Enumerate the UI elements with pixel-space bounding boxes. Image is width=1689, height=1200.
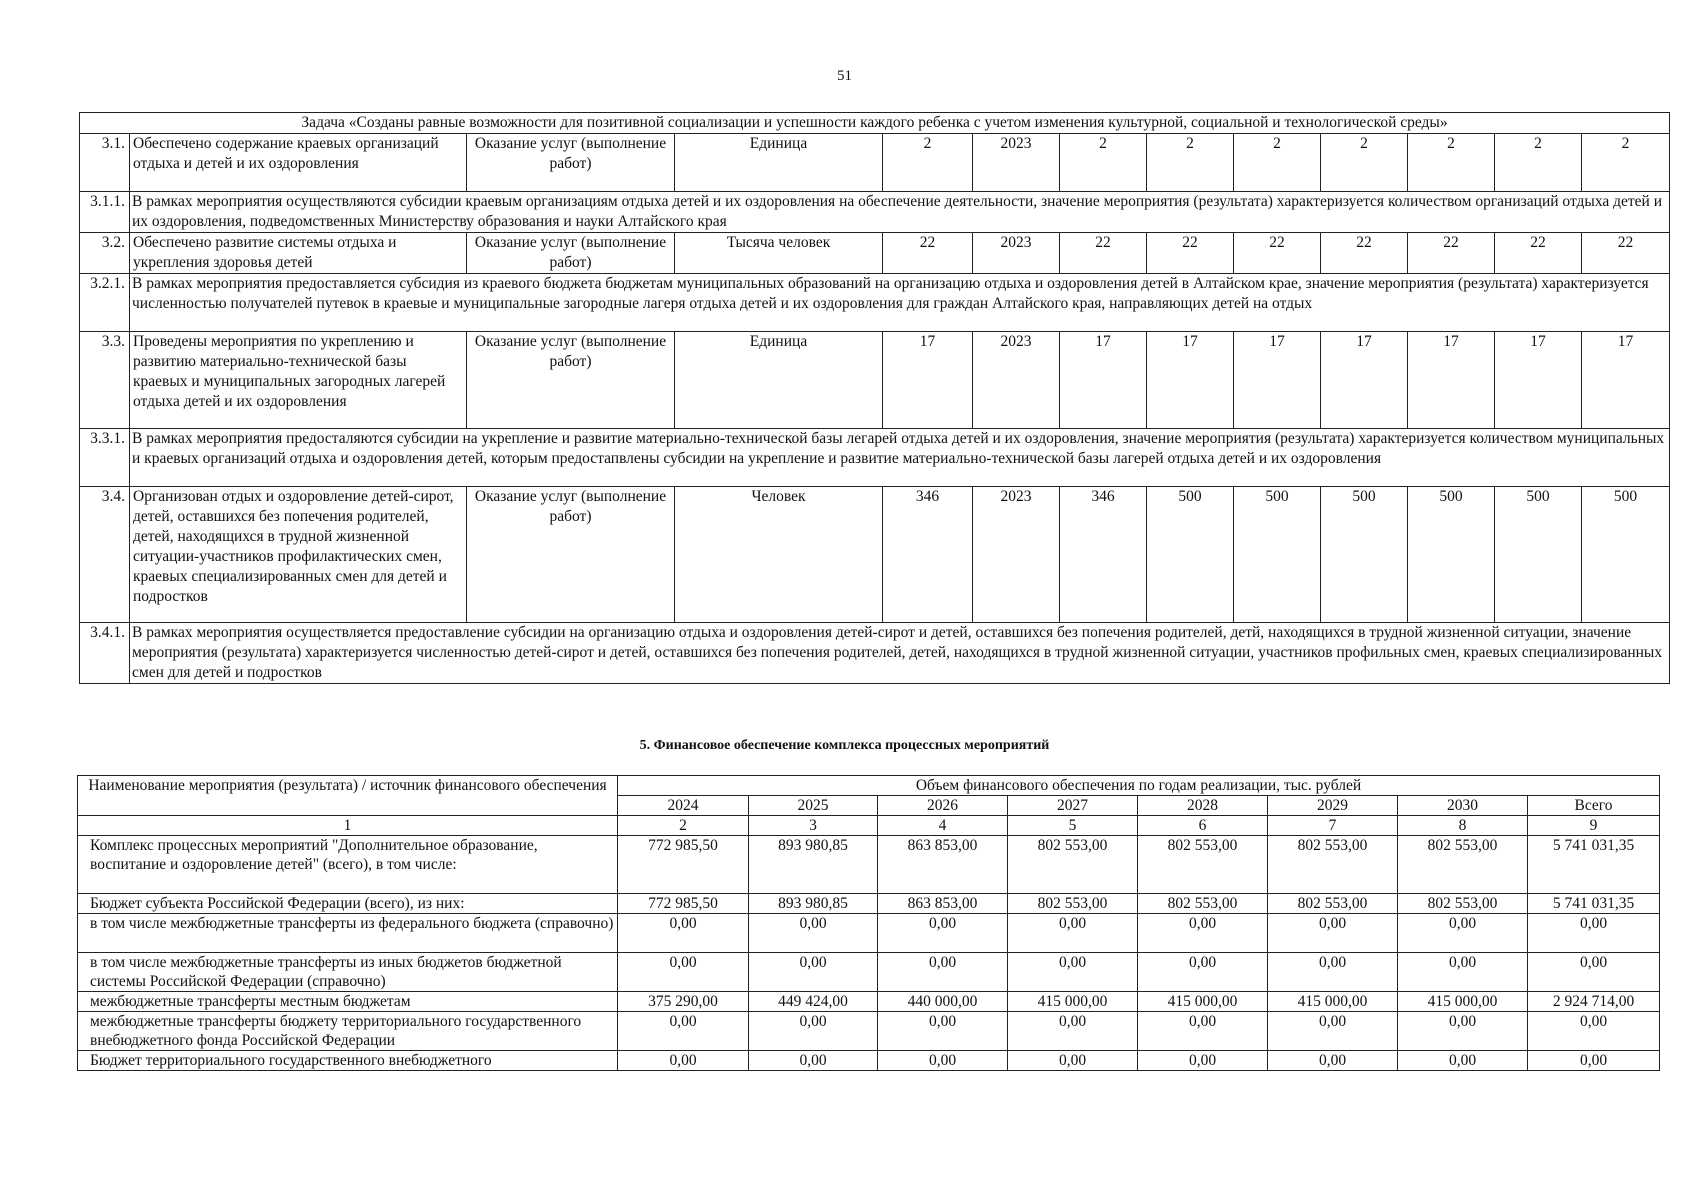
financing-amount: 0,00 (749, 914, 878, 953)
financing-amount: 5 741 031,35 (1528, 894, 1660, 914)
fin-volume-header: Объем финансового обеспечения по годам реализации, тыс. рублей (618, 776, 1660, 796)
financing-amount: 863 853,00 (878, 836, 1008, 894)
financing-row (78, 914, 1660, 953)
financing-amount: 0,00 (1398, 914, 1528, 953)
result-row (80, 487, 1670, 623)
financing-row (78, 894, 1660, 914)
financing-amount: 415 000,00 (1138, 992, 1268, 1012)
year-header: 2025 (749, 796, 878, 816)
year-value: 2 (1582, 134, 1670, 192)
result-type: Оказание услуг (выполнение работ) (467, 332, 675, 429)
financing-amount: 0,00 (749, 1012, 878, 1051)
financing-amount: 0,00 (1008, 1051, 1138, 1071)
financing-amount: 0,00 (618, 1012, 749, 1051)
base-year: 2023 (973, 487, 1060, 623)
financing-amount: 802 553,00 (1008, 836, 1138, 894)
financing-amount: 893 980,85 (749, 836, 878, 894)
description-row (80, 429, 1670, 487)
result-row (80, 332, 1670, 429)
column-number: 5 (1008, 816, 1138, 836)
financing-amount: 863 853,00 (878, 894, 1008, 914)
year-value: 22 (1321, 233, 1408, 274)
financing-amount: 0,00 (1528, 1012, 1660, 1051)
financing-amount: 0,00 (618, 914, 749, 953)
financing-amount: 449 424,00 (749, 992, 878, 1012)
base-year: 2023 (973, 134, 1060, 192)
financing-amount: 0,00 (1268, 914, 1398, 953)
financing-amount: 802 553,00 (1008, 894, 1138, 914)
row-description: В рамках мероприятия предоставляется субсидия из краевого бюджета бюджетам муниципальных образований на организацию отдыха и оздоровления детей в Алтайском крае, значение мероприятия (результата) характеризуется численностью получателей путевок в краевые и муниципальные загородные лагеря отдыха детей и их оздоровления для граждан Алтайского края, направляющих детей на отдых (130, 274, 1670, 332)
financing-amount: 0,00 (1528, 953, 1660, 992)
fin-header-row (78, 776, 1660, 796)
fin-colnum-row (78, 816, 1660, 836)
financing-amount: 415 000,00 (1008, 992, 1138, 1012)
year-value: 22 (1147, 233, 1234, 274)
row-number: 3.3. (80, 332, 130, 429)
financing-amount: 0,00 (1528, 1051, 1660, 1071)
year-value: 500 (1582, 487, 1670, 623)
result-name: Обеспечено развитие системы отдыха и укрепления здоровья детей (130, 233, 467, 274)
financing-source-name: в том числе межбюджетные трансферты из иных бюджетов бюджетной системы Российской Федерации (справочно) (78, 953, 618, 992)
year-value: 17 (1582, 332, 1670, 429)
financing-amount: 772 985,50 (618, 894, 749, 914)
year-value: 22 (1060, 233, 1147, 274)
task-header: Задача «Созданы равные возможности для позитивной социализации и успешности каждого ребенка с учетом изменения культурной, социальной и технологической среды» (80, 113, 1670, 134)
financing-source-name: межбюджетные трансферты местным бюджетам (78, 992, 618, 1012)
year-value: 2 (1408, 134, 1495, 192)
financing-amount: 415 000,00 (1398, 992, 1528, 1012)
year-value: 2 (1147, 134, 1234, 192)
financing-amount: 0,00 (1138, 953, 1268, 992)
column-number: 4 (878, 816, 1008, 836)
financing-row (78, 1012, 1660, 1051)
year-value: 2 (1060, 134, 1147, 192)
financing-amount: 0,00 (1398, 1012, 1528, 1051)
financing-amount: 5 741 031,35 (1528, 836, 1660, 894)
financing-amount: 802 553,00 (1398, 894, 1528, 914)
year-value: 500 (1321, 487, 1408, 623)
financing-source-name: в том числе межбюджетные трансферты из федерального бюджета (справочно) (78, 914, 618, 953)
column-number: 1 (78, 816, 618, 836)
year-value: 22 (1234, 233, 1321, 274)
result-name: Организован отдых и оздоровление детей-сирот, детей, оставшихся без попечения родителей, детей, находящихся в трудной жизненной ситуации-участников профилактических смен, краевых специализированных смен для детей и подростков (130, 487, 467, 623)
financing-amount: 0,00 (1008, 914, 1138, 953)
column-number: 8 (1398, 816, 1528, 836)
fin-name-header: Наименование мероприятия (результата) / источник финансового обеспечения (78, 776, 618, 816)
financing-row (78, 992, 1660, 1012)
year-value: 2 (1321, 134, 1408, 192)
year-value: 500 (1495, 487, 1582, 623)
financing-source-name: Бюджет субъекта Российской Федерации (всего), из них: (78, 894, 618, 914)
row-number: 3.1.1. (80, 192, 130, 233)
description-row (80, 274, 1670, 332)
unit-of-measure: Человек (675, 487, 883, 623)
column-number: 3 (749, 816, 878, 836)
year-value: 22 (1582, 233, 1670, 274)
year-value: 500 (1147, 487, 1234, 623)
financing-table (77, 775, 1660, 1071)
financing-amount: 0,00 (1398, 1051, 1528, 1071)
result-name: Проведены мероприятия по укреплению и развитию материально-технической базы краевых и муниципальных загородных лагерей отдыха детей и их оздоровления (130, 332, 467, 429)
year-value: 22 (1408, 233, 1495, 274)
results-table (79, 112, 1670, 684)
row-number: 3.2. (80, 233, 130, 274)
year-value: 500 (1234, 487, 1321, 623)
row-description: В рамках мероприятия осуществляются субсидии краевым организациям отдыха детей и их оздоровления на обеспечение деятельности, значение мероприятия (результата) характеризуется количеством организаций отдыха детей и их оздоровления, подведомственных Министерству образования и науки Алтайского края (130, 192, 1670, 233)
year-value: 500 (1408, 487, 1495, 623)
financing-amount: 0,00 (1008, 1012, 1138, 1051)
financing-amount: 0,00 (749, 1051, 878, 1071)
financing-amount: 0,00 (1138, 914, 1268, 953)
financing-source-name: Бюджет территориального государственного внебюджетного (78, 1051, 618, 1071)
row-number: 3.4.1. (80, 623, 130, 684)
unit-of-measure: Единица (675, 332, 883, 429)
row-number: 3.2.1. (80, 274, 130, 332)
row-description: В рамках мероприятия предосталяются субсидии на укрепление и развитие материально-технической базы легарей отдыха детей и их оздоровления, значение мероприятия (результата) характеризуется количеством муниципальных и краевых организаций отдыха и оздоровления детей, которым предостапвлены субсидии на укрепление и развитие материально-технической базы лагерей отдыха детей и их оздоровления (130, 429, 1670, 487)
column-number: 9 (1528, 816, 1660, 836)
row-number: 3.3.1. (80, 429, 130, 487)
financing-amount: 0,00 (1008, 953, 1138, 992)
year-value: 17 (1495, 332, 1582, 429)
result-type: Оказание услуг (выполнение работ) (467, 233, 675, 274)
year-value: 17 (1147, 332, 1234, 429)
financing-row (78, 1051, 1660, 1071)
result-type: Оказание услуг (выполнение работ) (467, 134, 675, 192)
year-value: 2 (1234, 134, 1321, 192)
year-header: 2026 (878, 796, 1008, 816)
financing-amount: 0,00 (878, 953, 1008, 992)
year-value: 2 (1495, 134, 1582, 192)
unit-of-measure: Тысяча человек (675, 233, 883, 274)
base-year: 2023 (973, 332, 1060, 429)
base-value: 2 (883, 134, 973, 192)
financing-amount: 893 980,85 (749, 894, 878, 914)
column-number: 6 (1138, 816, 1268, 836)
financing-amount: 0,00 (749, 953, 878, 992)
financing-source-name: Комплекс процессных мероприятий "Дополнительное образование, воспитание и оздоровление детей" (всего), в том числе: (78, 836, 618, 894)
financing-amount: 0,00 (1268, 1051, 1398, 1071)
column-number: 7 (1268, 816, 1398, 836)
base-value: 17 (883, 332, 973, 429)
financing-amount: 2 924 714,00 (1528, 992, 1660, 1012)
financing-source-name: межбюджетные трансферты бюджету территориального государственного внебюджетного фонда Российской Федерации (78, 1012, 618, 1051)
year-value: 346 (1060, 487, 1147, 623)
task-header-row (80, 113, 1670, 134)
financing-amount: 0,00 (1398, 953, 1528, 992)
description-row (80, 623, 1670, 684)
year-value: 17 (1321, 332, 1408, 429)
year-header: 2029 (1268, 796, 1398, 816)
column-number: 2 (618, 816, 749, 836)
page-number: 51 (837, 68, 852, 84)
year-header: Всего (1528, 796, 1660, 816)
financing-amount: 0,00 (618, 1051, 749, 1071)
year-header: 2030 (1398, 796, 1528, 816)
financing-amount: 802 553,00 (1138, 894, 1268, 914)
financing-amount: 0,00 (878, 1051, 1008, 1071)
row-description: В рамках мероприятия осуществляется предоставление субсидии на организацию отдыха и оздоровления детей-сирот и детей, оставшихся без попечения родителей, детй, находящихся в трудной жизненной ситуации, значение мероприятия (результата) характеризуется численностью детей-сирот и детей, оставшихся без попечения родителей, детей, находящихся в трудной жизненной ситуации, участников профильных смен, краевых специализированных смен для детей и подростков (130, 623, 1670, 684)
financing-amount: 802 553,00 (1268, 836, 1398, 894)
base-value: 346 (883, 487, 973, 623)
year-value: 17 (1408, 332, 1495, 429)
financing-amount: 440 000,00 (878, 992, 1008, 1012)
section-title: 5. Финансовое обеспечение комплекса процессных мероприятий (639, 738, 1050, 753)
financing-amount: 0,00 (1138, 1012, 1268, 1051)
year-value: 22 (1495, 233, 1582, 274)
year-value: 17 (1060, 332, 1147, 429)
financing-amount: 0,00 (1138, 1051, 1268, 1071)
year-value: 17 (1234, 332, 1321, 429)
financing-amount: 772 985,50 (618, 836, 749, 894)
result-type: Оказание услуг (выполнение работ) (467, 487, 675, 623)
result-row (80, 134, 1670, 192)
result-name: Обеспечено содержание краевых организаций отдыха и детей и их оздоровления (130, 134, 467, 192)
financing-amount: 802 553,00 (1268, 894, 1398, 914)
base-value: 22 (883, 233, 973, 274)
financing-amount: 0,00 (1268, 1012, 1398, 1051)
financing-amount: 0,00 (878, 1012, 1008, 1051)
year-header: 2028 (1138, 796, 1268, 816)
year-header: 2027 (1008, 796, 1138, 816)
row-number: 3.1. (80, 134, 130, 192)
description-row (80, 192, 1670, 233)
financing-amount: 375 290,00 (618, 992, 749, 1012)
financing-amount: 0,00 (878, 914, 1008, 953)
unit-of-measure: Единица (675, 134, 883, 192)
financing-amount: 802 553,00 (1398, 836, 1528, 894)
row-number: 3.4. (80, 487, 130, 623)
financing-amount: 0,00 (1268, 953, 1398, 992)
financing-row (78, 836, 1660, 894)
financing-amount: 0,00 (1528, 914, 1660, 953)
financing-row (78, 953, 1660, 992)
financing-amount: 0,00 (618, 953, 749, 992)
financing-amount: 802 553,00 (1138, 836, 1268, 894)
result-row (80, 233, 1670, 274)
year-header: 2024 (618, 796, 749, 816)
financing-amount: 415 000,00 (1268, 992, 1398, 1012)
base-year: 2023 (973, 233, 1060, 274)
